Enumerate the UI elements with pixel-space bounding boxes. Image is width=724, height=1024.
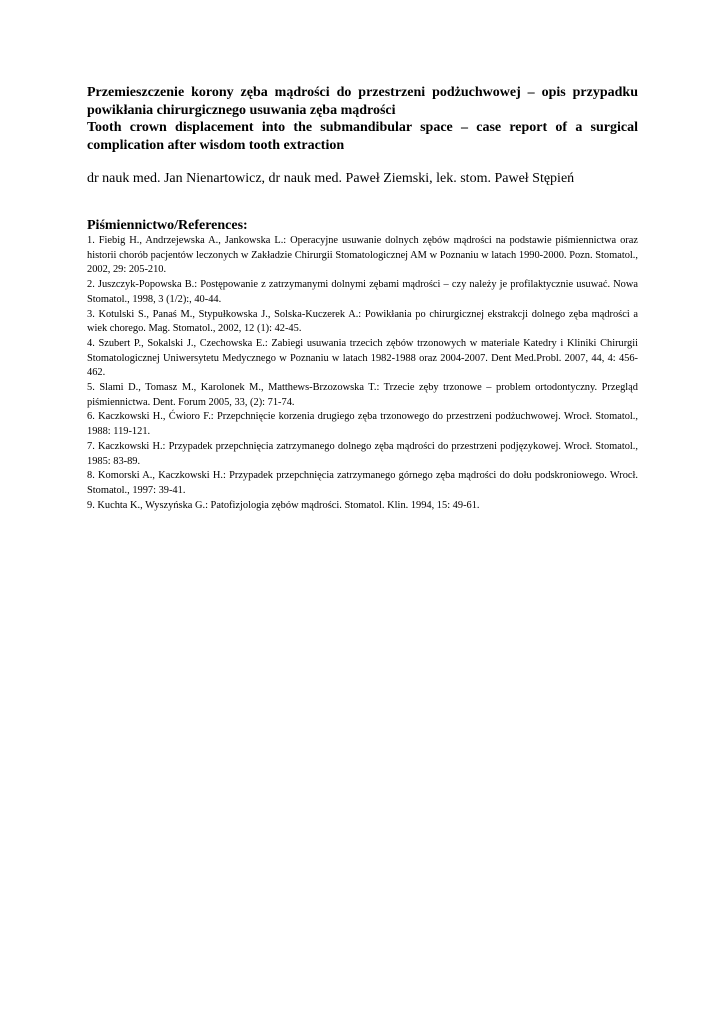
title-polish: Przemieszczenie korony zęba mądrości do przestrzeni podżuchwowej – opis przypadku powikłania chirurgicznego usuwania zęba mądrości [87, 85, 638, 118]
reference-item: 2. Juszczyk-Popowska B.: Postępowanie z zatrzymanymi dolnymi zębami mądrości – czy należy je profilaktycznie usuwać. Nowa Stomatol., 1998, 3 (1/2):, 40-44. [87, 279, 638, 305]
references-heading: Piśmiennictwo/References: [87, 218, 248, 233]
reference-item: 9. Kuchta K., Wyszyńska G.: Patofizjologia zębów mądrości. Stomatol. Klin. 1994, 15: 49-61. [87, 499, 480, 511]
reference-item: 8. Komorski A., Kaczkowski H.: Przypadek przepchnięcia zatrzymanego górnego zęba mądrości do dołu podskroniowego. Wrocł. Stomatol., 1997: 39-41. [87, 470, 638, 496]
reference-item: 4. Szubert P., Sokalski J., Czechowska E.: Zabiegi usuwania trzecich zębów trzonowych w materiale Katedry i Kliniki Chirurgii Stomatologicznej Uniwersytetu Medycznego w Poznaniu w latach 1982-1988 oraz 2004-2007. Dent Med.Probl. 2007, 44, 4: 456-462. [87, 337, 638, 379]
reference-item: 6. Kaczkowski H., Ćwioro F.: Przepchnięcie korzenia drugiego zęba trzonowego do przestrzeni podżuchwowej. Wrocł. Stomatol., 1988: 119-121. [87, 411, 638, 438]
authors-line: dr nauk med. Jan Nienartowicz, dr nauk med. Paweł Ziemski, lek. stom. Paweł Stępień [87, 171, 575, 186]
reference-item: 3. Kotulski S., Panaś M., Stypułkowska J., Solska-Kuczerek A.: Powikłania po chirurgicznej ekstrakcji dolnego zęba mądrości a wiek chorego. Mag. Stomatol., 2002, 12 (1): 42-45. [87, 308, 638, 335]
references-list [87, 234, 638, 513]
document-title [87, 84, 638, 154]
document-page [87, 84, 638, 513]
reference-item: 7. Kaczkowski H.: Przypadek przepchnięcia zatrzymanego dolnego zęba mądrości do przestrzeni podjęzykowej. Wrocł. Stomatol., 1985: 83-89. [87, 440, 638, 467]
reference-item: 1. Fiebig H., Andrzejewska A., Jankowska L.: Operacyjne usuwanie dolnych zębów mądrości na podstawie piśmiennictwa oraz historii chorób pacjentów leczonych w Zakładzie Chirurgii Stomatologicznej AM w Poznaniu w latach 1990-2000. Pozn. Stomatol., 2002, 29: 205-210. [87, 235, 638, 276]
reference-item: 5. Slami D., Tomasz M., Karolonek M., Matthews-Brzozowska T.: Trzecie zęby trzonowe – problem ortodontyczny. Przegląd piśmiennictwa. Dent. Forum 2005, 33, (2): 71-74. [87, 382, 638, 408]
title-english: Tooth crown displacement into the submandibular space – case report of a surgical complication after wisdom tooth extraction [87, 120, 638, 153]
